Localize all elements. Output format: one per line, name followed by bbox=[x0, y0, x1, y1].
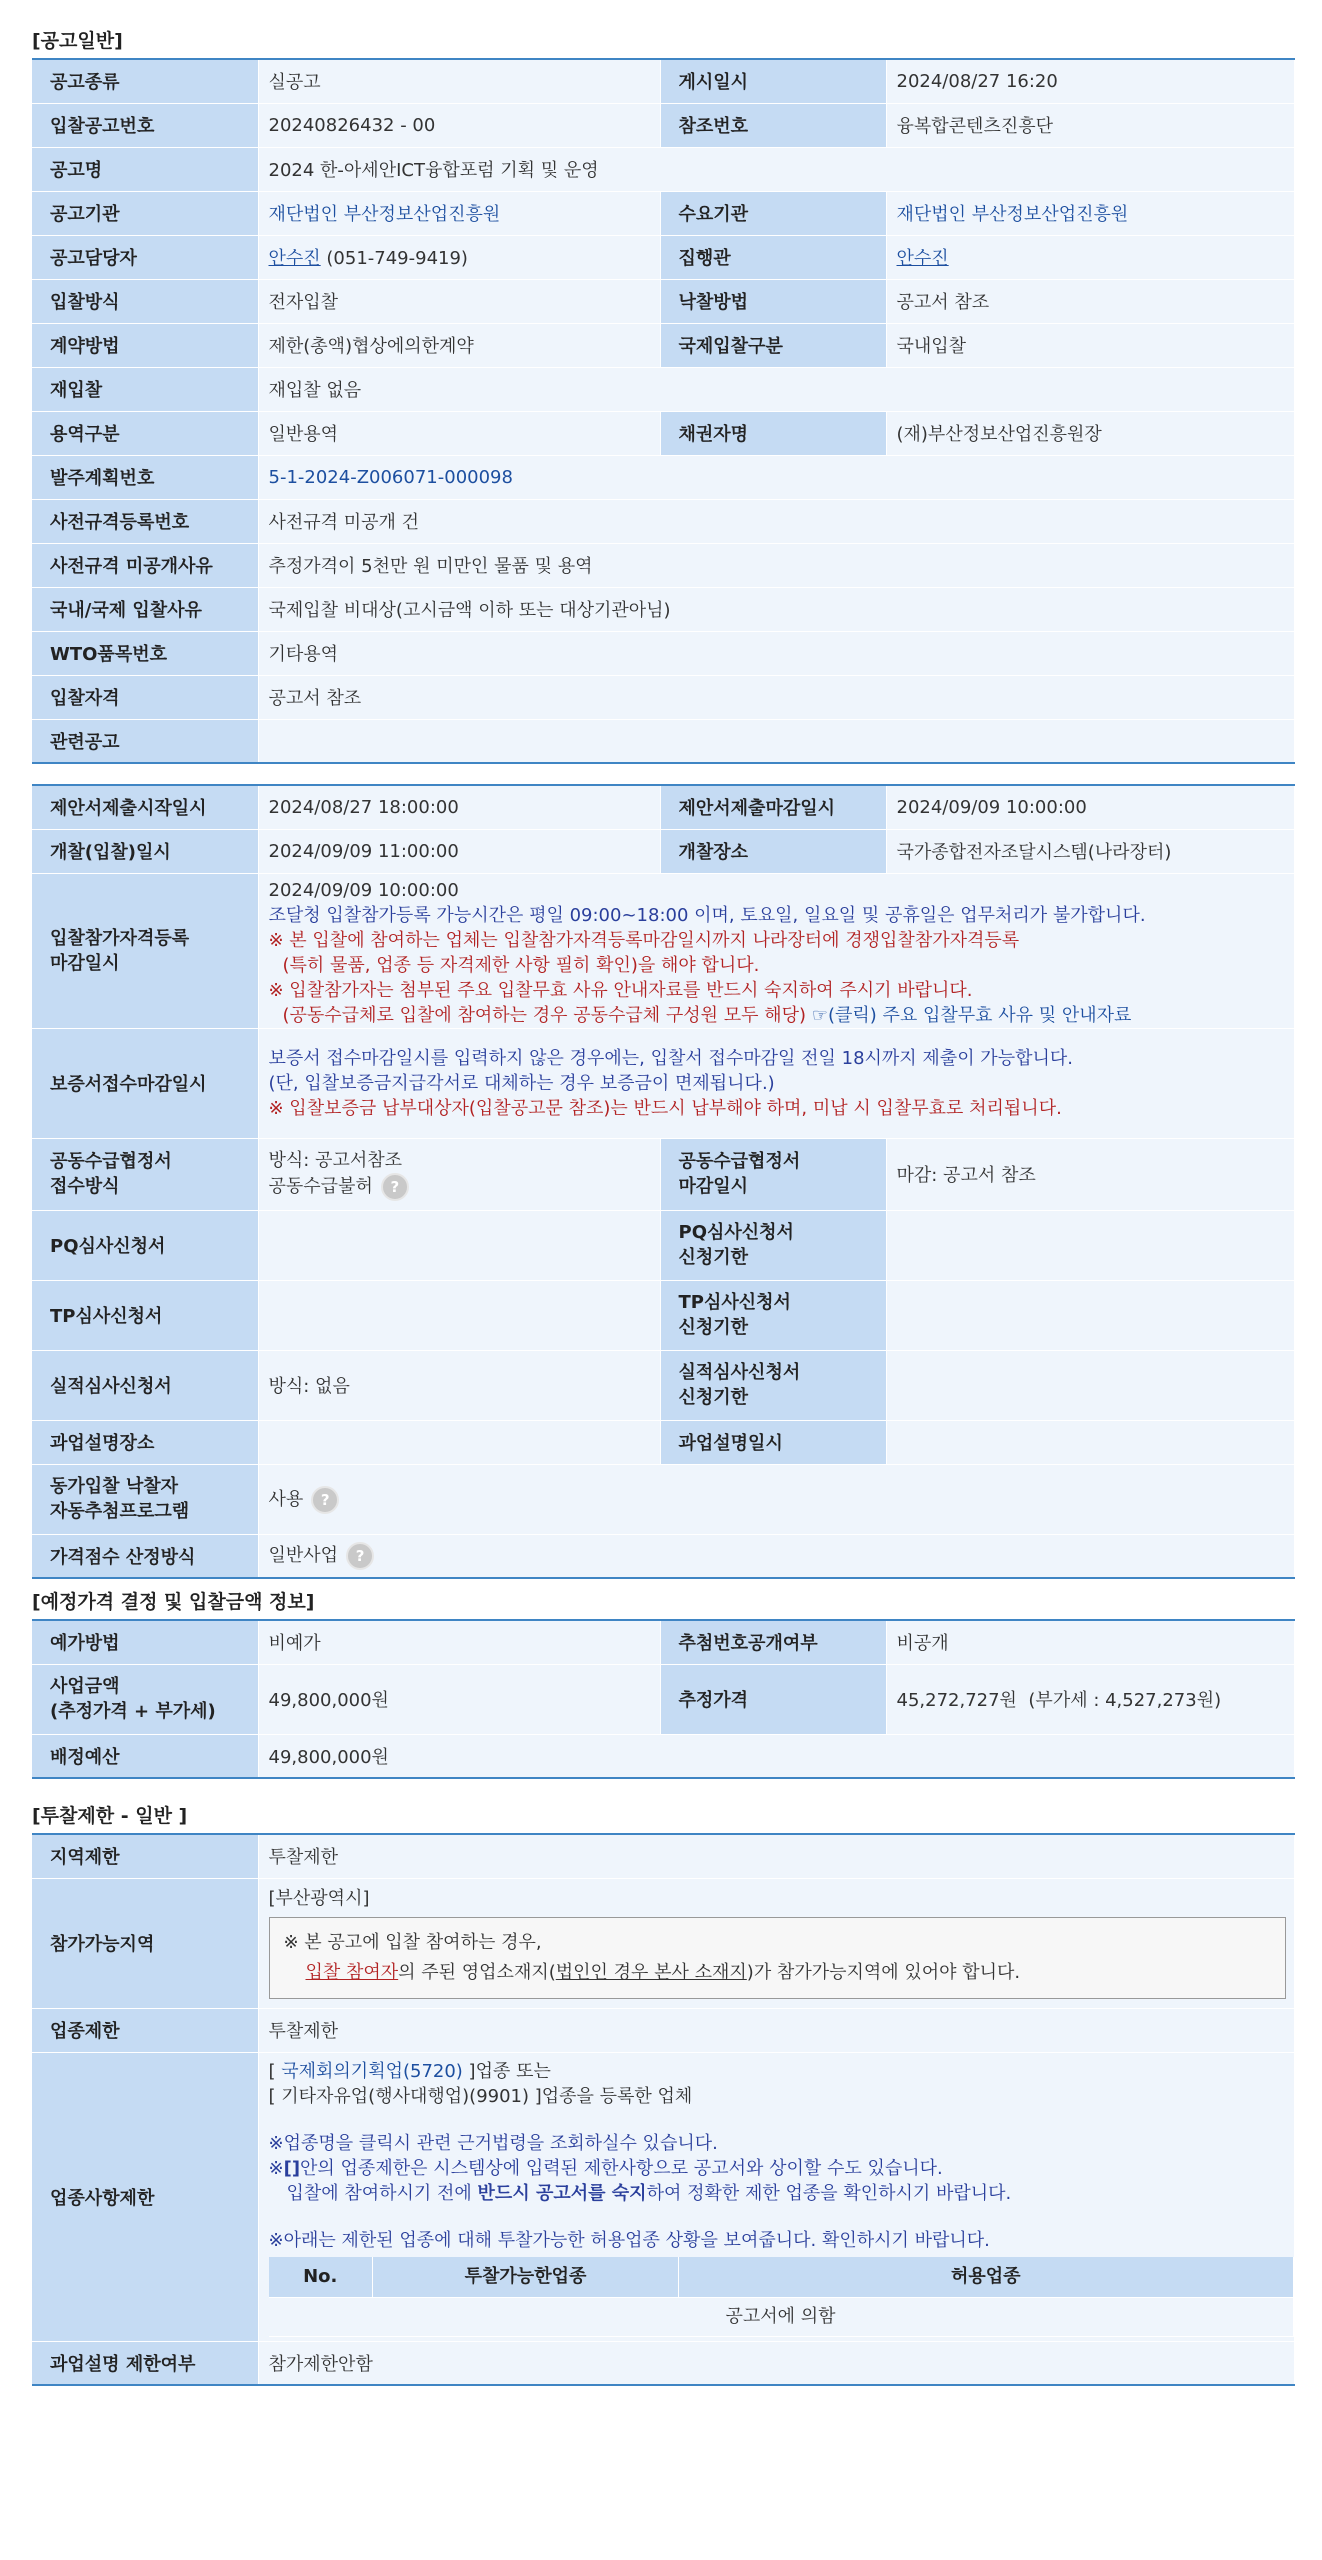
industry-note: ※업종명을 클릭시 관련 근거법령을 조회하실수 있습니다. bbox=[268, 2132, 718, 2154]
reg-note: (특히 물품, 업종 등 자격제한 사항 필히 확인)을 해야 합니다. bbox=[282, 954, 760, 976]
label: 보증서접수마감일시 bbox=[32, 1028, 258, 1138]
label: 게시일시 bbox=[660, 59, 886, 103]
guarantee-note: (단, 입찰보증금지급각서로 대체하는 경우 보증금이 면제됩니다.) bbox=[268, 1072, 775, 1094]
label: 공고명 bbox=[32, 147, 258, 191]
label: 과업설명 제한여부 bbox=[32, 2341, 258, 2385]
submit-end: 2024/09/09 10:00:00 bbox=[886, 785, 1294, 829]
label: 가격점수 산정방식 bbox=[32, 1534, 258, 1578]
label: 과업설명장소 bbox=[32, 1420, 258, 1464]
post-date: 2024/08/27 16:20 bbox=[886, 59, 1294, 103]
label: 배정예산 bbox=[32, 1734, 258, 1778]
label: 입찰자격 bbox=[32, 675, 258, 719]
label: 국내/국제 입찰사유 bbox=[32, 587, 258, 631]
label: 사전규격 미공개사유 bbox=[32, 543, 258, 587]
invalid-reasons-link[interactable]: ☞(클릭) 주요 입찰무효 사유 및 안내자료 bbox=[811, 1004, 1132, 1026]
tp-value bbox=[258, 1280, 660, 1350]
perf-value: 방식: 없음 bbox=[258, 1350, 660, 1420]
prespec: 사전규격 미공개 건 bbox=[258, 499, 1294, 543]
help-icon[interactable]: ? bbox=[381, 1173, 409, 1201]
label: 입찰방식 bbox=[32, 279, 258, 323]
label: 지역제한 bbox=[32, 1834, 258, 1878]
industry-link[interactable]: 국제회의기획업(5720) bbox=[281, 2060, 463, 2082]
label: 재입찰 bbox=[32, 367, 258, 411]
ref-no: 융복합콘텐츠진흥단 bbox=[886, 103, 1294, 147]
label: 채권자명 bbox=[660, 411, 886, 455]
label: 계약방법 bbox=[32, 323, 258, 367]
must-read-notice: 반드시 공고서를 숙지 bbox=[477, 2182, 647, 2204]
label: 개찰장소 bbox=[660, 829, 886, 873]
manager-phone: (051-749-9419) bbox=[320, 248, 468, 269]
label: 과업설명일시 bbox=[660, 1420, 886, 1464]
industry-limit: 투찰제한 bbox=[258, 2008, 1294, 2052]
label: 공고종류 bbox=[32, 59, 258, 103]
rebid: 재입찰 없음 bbox=[258, 367, 1294, 411]
limit-table bbox=[32, 1833, 1295, 2386]
open-place: 국가종합전자조달시스템(나라장터) bbox=[886, 829, 1294, 873]
briefing-date bbox=[886, 1420, 1294, 1464]
label: WTO품목번호 bbox=[32, 631, 258, 675]
label-reg-deadline: 입찰참가자격등록 마감일시 bbox=[32, 873, 258, 1028]
intl-reason: 국제입찰 비대상(고시금액 이하 또는 대상기관아님) bbox=[258, 587, 1294, 631]
manager-link[interactable]: 안수진 bbox=[268, 248, 321, 269]
area-note-box: ※ 본 공고에 입찰 참여하는 경우, 입찰 참여자의 주된 영업소재지(법인인 경우 본사 소재지)가 참가가능지역에 있어야 합니다. bbox=[269, 1917, 1286, 1999]
label: 집행관 bbox=[660, 235, 886, 279]
label: 용역구분 bbox=[32, 411, 258, 455]
submit-start: 2024/08/27 18:00:00 bbox=[258, 785, 660, 829]
org-link[interactable]: 재단법인 부산정보산업진흥원 bbox=[268, 204, 501, 225]
order-plan-link[interactable]: 5-1-2024-Z006071-000098 bbox=[268, 466, 513, 488]
vat: (부가세 : 4,527,273원) bbox=[1028, 1690, 1222, 1711]
label-joint-deadline: 공동수급협정서 마감일시 bbox=[660, 1138, 886, 1210]
joint-method-cell bbox=[258, 1138, 660, 1210]
label-joint-method: 공동수급협정서 접수방식 bbox=[32, 1138, 258, 1210]
tp-deadline bbox=[886, 1280, 1294, 1350]
bid-method: 전자입찰 bbox=[258, 279, 660, 323]
section-title-general: [공고일반] bbox=[32, 30, 123, 52]
page bbox=[32, 0, 1294, 2386]
bidder-link[interactable]: 입찰 참여자 bbox=[305, 1961, 399, 1983]
guarantee-note: 보증서 접수마감일시를 입력하지 않은 경우에는, 입찰서 접수마감일 전일 18시까지 제출이 가능합니다. bbox=[268, 1047, 1073, 1069]
notice-name: 2024 한-아세안ICT융합포럼 기획 및 운영 bbox=[258, 147, 1294, 191]
label: PQ심사신청서 bbox=[32, 1210, 258, 1280]
label: 예가방법 bbox=[32, 1620, 258, 1664]
industry-detail-cell: [ 국제회의기획업(5720) ]업종 또는 [ 기타자유업(행사대행업)(9901) ]업종을 등록한 업체 ※업종명을 클릭시 관련 근거법령을 조회하실수 있습니다. ※[]안의 업종제한은 시스템상에 입력된 제한사항으로 공고서와 상이할 수도 있습니다. 입찰에 참여하시기 전에 반드시 공고서를 숙지하여 정확한 제한 업종을 확인하시기 바랍니다. ※아래는 제한된 업종에 대해 투찰가능한 허용업종 상황을 보여줍니다. 확인하시기 바랍니다. No. 투찰가능한업종 허용업종 공고서에 의함 bbox=[258, 2052, 1294, 2341]
joint-method: 공동수급불허 bbox=[268, 1175, 373, 1197]
reg-note: ※ 본 입찰에 참여하는 업체는 입찰참가자격등록마감일시까지 나라장터에 경쟁입찰참가자격등록 bbox=[268, 929, 1020, 951]
label-perf-deadline: 실적심사신청서 신청기한 bbox=[660, 1350, 886, 1420]
label: 추정가격 bbox=[660, 1664, 886, 1734]
col-allowed: 허용업종 bbox=[679, 2257, 1294, 2298]
label: 업종사항제한 bbox=[32, 2052, 258, 2341]
help-icon[interactable]: ? bbox=[346, 1542, 374, 1570]
service-type: 일반용역 bbox=[258, 411, 660, 455]
col-possible: 투찰가능한업종 bbox=[373, 2257, 679, 2298]
label-pq-deadline: PQ심사신청서 신청기한 bbox=[660, 1210, 886, 1280]
budget: 49,800,000원 bbox=[258, 1734, 1294, 1778]
industry-note: ※아래는 제한된 업종에 대해 투찰가능한 허용업종 상황을 보여줍니다. 확인하시기 바랍니다. bbox=[268, 2229, 990, 2251]
general-table bbox=[32, 58, 1295, 764]
label-auto-draw: 동가입찰 낙찰자 자동추첨프로그램 bbox=[32, 1464, 258, 1534]
reg-deadline: 2024/09/09 10:00:00 bbox=[268, 879, 459, 901]
joint-deadline: 마감: 공고서 참조 bbox=[886, 1138, 1294, 1210]
reg-note: (공동수급체로 입찰에 참여하는 경우 공동수급체 구성원 모두 해당) bbox=[282, 1004, 807, 1026]
joint-method: 방식: 공고서참조 bbox=[268, 1149, 403, 1171]
label: 제안서제출마감일시 bbox=[660, 785, 886, 829]
label: 발주계획번호 bbox=[32, 455, 258, 499]
col-no: No. bbox=[269, 2257, 373, 2298]
creditor: (재)부산정보산업진흥원장 bbox=[886, 411, 1294, 455]
price-method: 비예가 bbox=[258, 1620, 660, 1664]
intl: 국내입찰 bbox=[886, 323, 1294, 367]
area-note: ※ 본 공고에 입찰 참여하는 경우, bbox=[283, 1931, 542, 1953]
label: 업종제한 bbox=[32, 2008, 258, 2052]
perf-deadline bbox=[886, 1350, 1294, 1420]
allowed-industry-table bbox=[269, 2257, 1294, 2337]
help-icon[interactable]: ? bbox=[311, 1486, 339, 1514]
label: 사전규격등록번호 bbox=[32, 499, 258, 543]
est-price: 45,272,727원 bbox=[896, 1690, 1017, 1711]
label-tp-deadline: TP심사신청서 신청기한 bbox=[660, 1280, 886, 1350]
price-score: 일반사업 bbox=[268, 1545, 339, 1567]
label: 낙찰방법 bbox=[660, 279, 886, 323]
area-cell bbox=[258, 1878, 1294, 2008]
label: 추첨번호공개여부 bbox=[660, 1620, 886, 1664]
briefing-limit: 참가제한안함 bbox=[258, 2341, 1294, 2385]
industry-item: [ 기타자유업(행사대행업)(9901) ]업종을 등록한 업체 bbox=[268, 2085, 693, 2107]
region-limit: 투찰제한 bbox=[258, 1834, 1294, 1878]
open-date: 2024/09/09 11:00:00 bbox=[258, 829, 660, 873]
reg-note: ※ 입찰참가자는 첨부된 주요 입찰무효 사유 안내자료를 반드시 숙지하여 주시기 바랍니다. bbox=[268, 979, 973, 1001]
label: 제안서제출시작일시 bbox=[32, 785, 258, 829]
pq-value bbox=[258, 1210, 660, 1280]
schedule-table bbox=[32, 784, 1295, 1579]
label: 개찰(입찰)일시 bbox=[32, 829, 258, 873]
hq-location: 법인인 경우 본사 소재지 bbox=[555, 1961, 747, 1983]
amount: 49,800,000원 bbox=[258, 1664, 660, 1734]
reg-deadline-cell bbox=[258, 873, 1294, 1028]
label: 관련공고 bbox=[32, 719, 258, 763]
area-name: [부산광역시] bbox=[268, 1887, 370, 1909]
label: 공고기관 bbox=[32, 191, 258, 235]
label: 입찰공고번호 bbox=[32, 103, 258, 147]
label: 참조번호 bbox=[660, 103, 886, 147]
wto: 기타용역 bbox=[258, 631, 1294, 675]
prespec-reason: 추정가격이 5천만 원 미만인 물품 및 용역 bbox=[258, 543, 1294, 587]
auto-draw: 사용 bbox=[268, 1488, 304, 1510]
label: 참가가능지역 bbox=[32, 1878, 258, 2008]
draw-open: 비공개 bbox=[886, 1620, 1294, 1664]
label: 국제입찰구분 bbox=[660, 323, 886, 367]
label: 실적심사신청서 bbox=[32, 1350, 258, 1420]
qualification: 공고서 참조 bbox=[258, 675, 1294, 719]
related bbox=[258, 719, 1294, 763]
pq-deadline bbox=[886, 1210, 1294, 1280]
label: 공고담당자 bbox=[32, 235, 258, 279]
label-amount: 사업금액 (추정가격 + 부가세) bbox=[32, 1664, 258, 1734]
bid-no: 20240826432 - 00 bbox=[258, 103, 660, 147]
section-title-limit: [투찰제한 - 일반 ] bbox=[32, 1805, 188, 1827]
price-table bbox=[32, 1619, 1295, 1779]
contract-method: 제한(총액)협상에의한계약 bbox=[258, 323, 660, 367]
award-method: 공고서 참조 bbox=[886, 279, 1294, 323]
label: TP심사신청서 bbox=[32, 1280, 258, 1350]
reg-note: 조달청 입찰참가등록 가능시간은 평일 09:00~18:00 이며, 토요일, 일요일 및 공휴일은 업무처리가 불가합니다. bbox=[268, 904, 1146, 926]
executor-link[interactable]: 안수진 bbox=[896, 248, 949, 269]
demand-org-link[interactable]: 재단법인 부산정보산업진흥원 bbox=[896, 204, 1129, 225]
notice-type: 실공고 bbox=[258, 59, 660, 103]
label: 수요기관 bbox=[660, 191, 886, 235]
table-row: 공고서에 의함 bbox=[269, 2297, 1294, 2336]
section-title-price: [예정가격 결정 및 입찰금액 정보] bbox=[32, 1591, 315, 1613]
guarantee-cell bbox=[258, 1028, 1294, 1138]
briefing-place bbox=[258, 1420, 660, 1464]
guarantee-note: ※ 입찰보증금 납부대상자(입찰공고문 참조)는 반드시 납부해야 하며, 미납 시 입찰무효로 처리됩니다. bbox=[268, 1097, 1062, 1119]
